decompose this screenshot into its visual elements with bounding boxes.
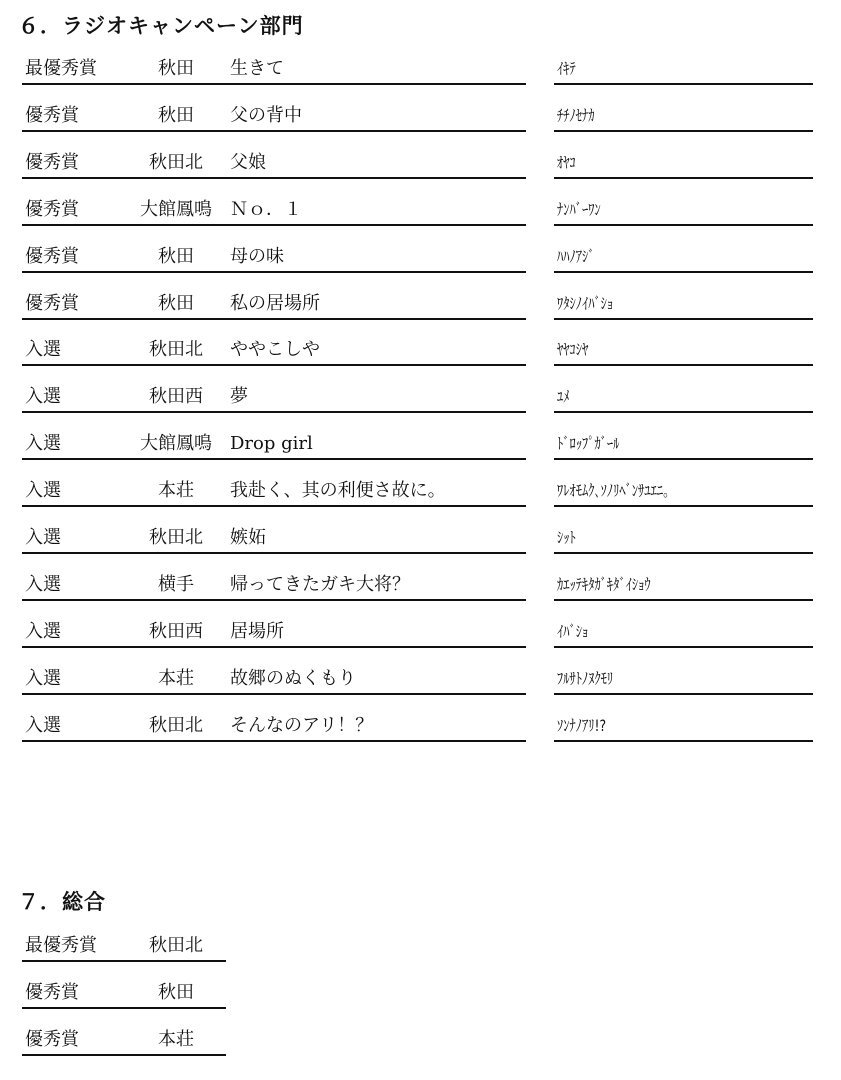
underline (22, 224, 526, 226)
underline (22, 1007, 226, 1009)
work-title: ややこしや (230, 339, 320, 361)
work-title: 嫉妬 (230, 527, 266, 548)
section-7-heading: ７．総合 (18, 889, 106, 914)
section-6-heading: ６．ラジオキャンペーン部門 (18, 13, 304, 38)
school-name: 秋田 (158, 981, 194, 1003)
title-reading: ｿﾝﾅﾉｱﾘ!? (557, 715, 607, 735)
school-name: 秋田西 (149, 620, 203, 642)
underline (554, 224, 813, 226)
underline (554, 177, 813, 179)
underline (22, 364, 526, 366)
award-label: 優秀賞 (25, 151, 79, 173)
work-title: 帰ってきたガキ大将？ (230, 573, 410, 595)
underline (554, 646, 813, 648)
award-label: 入選 (25, 339, 61, 361)
title-reading: ﾄﾞﾛｯﾌﾟｶﾞｰﾙ (557, 434, 620, 454)
title-reading: ﾁﾁﾉｾﾅｶ (557, 105, 595, 125)
underline (22, 271, 526, 273)
work-title: 生きて (230, 58, 284, 79)
award-label: 優秀賞 (25, 198, 79, 220)
award-label: 入選 (25, 480, 61, 502)
award-label: 入選 (25, 386, 61, 408)
underline (554, 740, 813, 742)
school-name: 大館鳳鳴 (140, 198, 212, 220)
underline (554, 693, 813, 695)
underline (22, 505, 526, 507)
work-title: Ｎｏ．１ (230, 198, 302, 220)
underline (22, 552, 526, 554)
award-label: 入選 (25, 433, 61, 455)
title-reading: ﾅﾝﾊﾞｰﾜﾝ (557, 199, 601, 219)
school-name: 大館鳳鳴 (140, 433, 212, 455)
school-name: 秋田北 (149, 151, 203, 173)
work-title: 私の居場所 (230, 292, 320, 314)
award-label: 優秀賞 (25, 981, 79, 1003)
award-label: 入選 (25, 573, 61, 595)
school-name: 本荘 (158, 480, 194, 502)
title-reading: ﾕﾒ (557, 387, 570, 407)
underline (554, 318, 813, 320)
title-reading: ｶｴｯﾃｷﾀｶﾞｷﾀﾞｲｼｮｳ (557, 574, 651, 594)
underline (554, 552, 813, 554)
underline (554, 505, 813, 507)
underline (22, 960, 226, 962)
underline (22, 1054, 226, 1056)
underline (554, 364, 813, 366)
underline (22, 177, 526, 179)
title-reading: ﾌﾙｻﾄﾉﾇｸﾓﾘ (557, 668, 614, 688)
award-label: 入選 (25, 667, 61, 689)
work-title: 父の背中 (230, 104, 302, 126)
underline (554, 599, 813, 601)
work-title: Drop girl (230, 433, 313, 455)
title-reading: ﾜﾚｵﾓﾑｸ､ｿﾉﾘﾍﾞﾝｻﾕｴﾆ｡ (557, 481, 670, 501)
work-title: 居場所 (230, 620, 284, 642)
school-name: 秋田北 (149, 339, 203, 361)
award-label: 優秀賞 (25, 245, 79, 267)
title-reading: ｲｷﾃ (557, 59, 576, 78)
award-label: 優秀賞 (25, 292, 79, 314)
underline (554, 83, 813, 85)
title-reading: ﾊﾊﾉｱｼﾞ (557, 246, 595, 266)
underline (22, 693, 526, 695)
underline (22, 130, 526, 132)
title-reading: ﾔﾔｺｼﾔ (557, 340, 589, 360)
title-reading: ｼｯﾄ (557, 528, 576, 547)
school-name: 本荘 (158, 1028, 194, 1050)
award-label: 最優秀賞 (25, 935, 97, 956)
title-reading: ﾜﾀｼﾉｲﾊﾞｼｮ (557, 293, 614, 313)
underline (554, 271, 813, 273)
underline (22, 83, 526, 85)
school-name: 秋田 (158, 58, 194, 79)
underline (22, 411, 526, 413)
underline (22, 318, 526, 320)
work-title: 父娘 (230, 151, 266, 173)
school-name: 秋田北 (149, 714, 203, 736)
award-label: 入選 (25, 620, 61, 642)
work-title: 故郷のぬくもり (230, 667, 356, 689)
underline (554, 458, 813, 460)
school-name: 秋田北 (149, 935, 203, 956)
title-reading: ｲﾊﾞｼｮ (557, 621, 589, 641)
award-label: 入選 (25, 714, 61, 736)
school-name: 秋田 (158, 292, 194, 314)
award-label: 最優秀賞 (25, 58, 97, 79)
school-name: 秋田西 (149, 386, 203, 408)
award-label: 優秀賞 (25, 1028, 79, 1050)
underline (554, 411, 813, 413)
title-reading: ｵﾔｺ (557, 152, 576, 172)
award-label: 優秀賞 (25, 104, 79, 126)
underline (22, 646, 526, 648)
work-title: 母の味 (230, 245, 284, 267)
underline (22, 458, 526, 460)
school-name: 秋田 (158, 245, 194, 267)
work-title: 夢 (230, 386, 248, 408)
underline (22, 599, 526, 601)
award-label: 入選 (25, 527, 61, 548)
work-title: そんなのアリ！？ (230, 714, 374, 736)
underline (554, 130, 813, 132)
work-title: 我赴く、其の利便さ故に。 (230, 480, 446, 502)
underline (22, 740, 526, 742)
school-name: 本荘 (158, 667, 194, 689)
school-name: 横手 (158, 573, 194, 595)
school-name: 秋田北 (149, 527, 203, 548)
school-name: 秋田 (158, 104, 194, 126)
